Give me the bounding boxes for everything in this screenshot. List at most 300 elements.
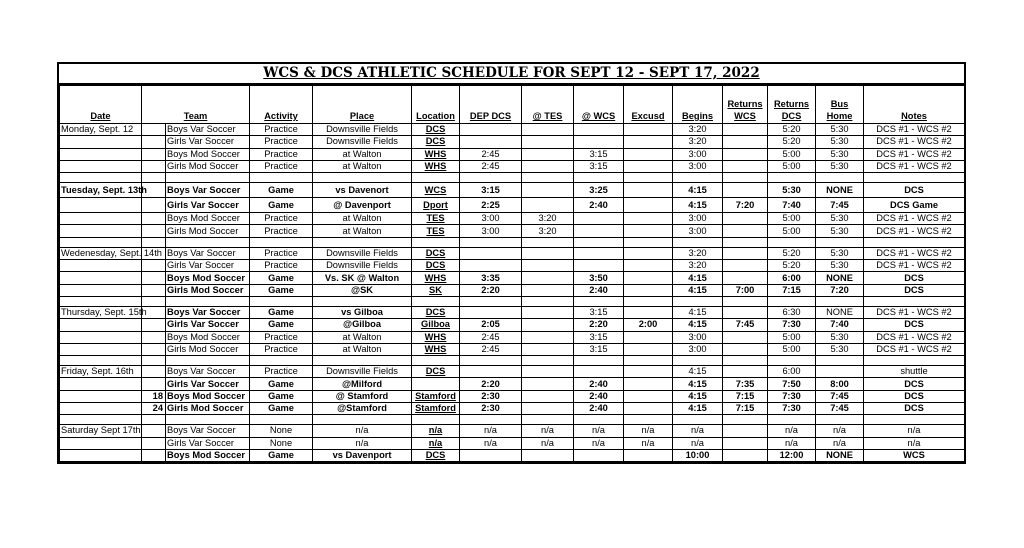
returns-dcs-cell: 5:30 bbox=[768, 183, 816, 198]
location-cell bbox=[412, 296, 460, 306]
dep-dcs-cell bbox=[460, 356, 522, 366]
at-wcs-cell bbox=[574, 415, 624, 425]
location-cell: DCS bbox=[412, 136, 460, 148]
returns-wcs-cell bbox=[723, 124, 768, 136]
schedule-row bbox=[60, 225, 965, 237]
header-returns-wcs: Returns WCS bbox=[723, 86, 768, 124]
date-cell bbox=[60, 403, 142, 415]
activity-cell bbox=[250, 415, 313, 425]
place-cell: at Walton bbox=[313, 148, 412, 160]
notes-cell: DCS bbox=[864, 403, 965, 415]
place-cell: @Gilboa bbox=[313, 319, 412, 331]
number-cell bbox=[142, 319, 166, 331]
notes-cell: DCS #1 - WCS #2 bbox=[864, 225, 965, 237]
returns-wcs-cell bbox=[723, 331, 768, 343]
team-cell: Girls Var Soccer bbox=[166, 378, 250, 390]
at-wcs-cell: 2:20 bbox=[574, 319, 624, 331]
location-cell: DCS bbox=[412, 260, 460, 272]
activity-cell bbox=[250, 173, 313, 183]
at-wcs-cell: 3:15 bbox=[574, 148, 624, 160]
notes-cell: DCS #1 - WCS #2 bbox=[864, 136, 965, 148]
activity-cell: Game bbox=[250, 198, 313, 213]
returns-dcs-cell: 7:30 bbox=[768, 319, 816, 331]
returns-dcs-cell: 7:50 bbox=[768, 378, 816, 390]
date-cell bbox=[60, 415, 142, 425]
returns-dcs-cell: n/a bbox=[768, 425, 816, 437]
team-cell: Boys Mod Soccer bbox=[166, 449, 250, 461]
begins-cell: 3:00 bbox=[673, 331, 723, 343]
notes-cell bbox=[864, 237, 965, 247]
bus-home-cell: NONE bbox=[816, 449, 864, 461]
activity-cell: Practice bbox=[250, 160, 313, 172]
activity-cell: Practice bbox=[250, 331, 313, 343]
number-cell bbox=[142, 366, 166, 378]
date-cell: Monday, Sept. 12 bbox=[60, 124, 142, 136]
at-tes-cell bbox=[522, 390, 574, 402]
excusd-cell bbox=[624, 403, 673, 415]
date-cell bbox=[60, 148, 142, 160]
at-wcs-cell: 2:40 bbox=[574, 378, 624, 390]
date-cell bbox=[60, 160, 142, 172]
place-cell: Downsville Fields bbox=[313, 124, 412, 136]
excusd-cell bbox=[624, 247, 673, 259]
activity-cell bbox=[250, 356, 313, 366]
schedule-row bbox=[60, 124, 965, 136]
bus-home-cell: 5:30 bbox=[816, 343, 864, 355]
at-wcs-cell bbox=[574, 449, 624, 461]
bus-home-cell bbox=[816, 356, 864, 366]
begins-cell: 3:20 bbox=[673, 247, 723, 259]
returns-dcs-cell: 5:20 bbox=[768, 260, 816, 272]
date-cell bbox=[60, 296, 142, 306]
schedule-row bbox=[60, 284, 965, 296]
returns-dcs-cell: 5:00 bbox=[768, 331, 816, 343]
begins-cell: 4:15 bbox=[673, 366, 723, 378]
team-cell: Boys Mod Soccer bbox=[166, 213, 250, 225]
number-cell bbox=[142, 173, 166, 183]
schedule-row bbox=[60, 136, 965, 148]
header-location: Location bbox=[412, 86, 460, 124]
place-cell: @Stamford bbox=[313, 403, 412, 415]
begins-cell: 3:20 bbox=[673, 260, 723, 272]
number-cell bbox=[142, 225, 166, 237]
team-cell: Boys Var Soccer bbox=[166, 306, 250, 318]
notes-cell: DCS #1 - WCS #2 bbox=[864, 124, 965, 136]
bus-home-cell: n/a bbox=[816, 437, 864, 449]
schedule-sheet bbox=[57, 62, 966, 464]
place-cell: Downsville Fields bbox=[313, 247, 412, 259]
date-cell bbox=[60, 225, 142, 237]
bus-home-cell bbox=[816, 296, 864, 306]
header-begins: Begins bbox=[673, 86, 723, 124]
returns-dcs-cell bbox=[768, 237, 816, 247]
date-cell bbox=[60, 390, 142, 402]
excusd-cell: 2:00 bbox=[624, 319, 673, 331]
notes-cell: DCS #1 - WCS #2 bbox=[864, 213, 965, 225]
notes-cell: DCS #1 - WCS #2 bbox=[864, 306, 965, 318]
schedule-row bbox=[60, 160, 965, 172]
location-cell bbox=[412, 378, 460, 390]
date-cell bbox=[60, 343, 142, 355]
returns-wcs-cell: 7:15 bbox=[723, 403, 768, 415]
schedule-row bbox=[60, 198, 965, 213]
location-cell: TES bbox=[412, 225, 460, 237]
returns-dcs-cell: 5:20 bbox=[768, 136, 816, 148]
place-cell: @SK bbox=[313, 284, 412, 296]
at-wcs-cell bbox=[574, 124, 624, 136]
at-tes-cell bbox=[522, 124, 574, 136]
dep-dcs-cell bbox=[460, 296, 522, 306]
team-cell: Boys Var Soccer bbox=[166, 124, 250, 136]
team-cell: Girls Mod Soccer bbox=[166, 284, 250, 296]
schedule-row bbox=[60, 437, 965, 449]
schedule-row bbox=[60, 403, 965, 415]
bus-home-cell: n/a bbox=[816, 425, 864, 437]
team-cell: Boys Var Soccer bbox=[166, 366, 250, 378]
date-cell bbox=[60, 449, 142, 461]
bus-home-cell bbox=[816, 173, 864, 183]
number-cell bbox=[142, 296, 166, 306]
bus-home-cell: 5:30 bbox=[816, 136, 864, 148]
returns-dcs-cell: n/a bbox=[768, 437, 816, 449]
spacer-row bbox=[60, 296, 965, 306]
place-cell: at Walton bbox=[313, 213, 412, 225]
at-wcs-cell: n/a bbox=[574, 437, 624, 449]
dep-dcs-cell: 2:30 bbox=[460, 403, 522, 415]
activity-cell: Game bbox=[250, 306, 313, 318]
at-wcs-cell: 2:40 bbox=[574, 284, 624, 296]
dep-dcs-cell: 3:00 bbox=[460, 225, 522, 237]
location-cell: n/a bbox=[412, 437, 460, 449]
place-cell: at Walton bbox=[313, 331, 412, 343]
bus-home-cell bbox=[816, 366, 864, 378]
notes-cell: n/a bbox=[864, 425, 965, 437]
place-cell: n/a bbox=[313, 437, 412, 449]
excusd-cell bbox=[624, 160, 673, 172]
returns-dcs-cell: 7:40 bbox=[768, 198, 816, 213]
begins-cell: 10:00 bbox=[673, 449, 723, 461]
schedule-row bbox=[60, 148, 965, 160]
at-wcs-cell bbox=[574, 247, 624, 259]
location-cell: DCS bbox=[412, 124, 460, 136]
bus-home-cell: 5:30 bbox=[816, 225, 864, 237]
bus-home-cell: 5:30 bbox=[816, 124, 864, 136]
bus-home-cell: 7:45 bbox=[816, 390, 864, 402]
at-wcs-cell: 2:40 bbox=[574, 390, 624, 402]
bus-home-cell: 7:40 bbox=[816, 319, 864, 331]
dep-dcs-cell bbox=[460, 136, 522, 148]
dep-dcs-cell: 2:45 bbox=[460, 331, 522, 343]
excusd-cell bbox=[624, 449, 673, 461]
begins-cell: 4:15 bbox=[673, 378, 723, 390]
dep-dcs-cell: 2:05 bbox=[460, 319, 522, 331]
at-wcs-cell bbox=[574, 225, 624, 237]
at-wcs-cell bbox=[574, 213, 624, 225]
number-cell bbox=[142, 331, 166, 343]
excusd-cell bbox=[624, 225, 673, 237]
excusd-cell bbox=[624, 378, 673, 390]
activity-cell: Practice bbox=[250, 260, 313, 272]
notes-cell: DCS bbox=[864, 183, 965, 198]
excusd-cell bbox=[624, 183, 673, 198]
number-cell bbox=[142, 449, 166, 461]
activity-cell: Game bbox=[250, 390, 313, 402]
returns-wcs-cell bbox=[723, 225, 768, 237]
schedule-row bbox=[60, 343, 965, 355]
dep-dcs-cell bbox=[460, 260, 522, 272]
dep-dcs-cell bbox=[460, 247, 522, 259]
location-cell: WHS bbox=[412, 148, 460, 160]
returns-dcs-cell: 7:30 bbox=[768, 390, 816, 402]
number-cell bbox=[142, 124, 166, 136]
activity-cell: Game bbox=[250, 183, 313, 198]
begins-cell bbox=[673, 296, 723, 306]
notes-cell: WCS bbox=[864, 449, 965, 461]
location-cell bbox=[412, 173, 460, 183]
place-cell: at Walton bbox=[313, 225, 412, 237]
place-cell: Downsville Fields bbox=[313, 260, 412, 272]
number-cell bbox=[142, 198, 166, 213]
header-bus-home: Bus Home bbox=[816, 86, 864, 124]
bus-home-cell: 5:30 bbox=[816, 160, 864, 172]
dep-dcs-cell bbox=[460, 237, 522, 247]
team-cell: Boys Mod Soccer bbox=[166, 148, 250, 160]
dep-dcs-cell: 3:15 bbox=[460, 183, 522, 198]
notes-cell: DCS bbox=[864, 378, 965, 390]
place-cell: @ Davenport bbox=[313, 198, 412, 213]
place-cell bbox=[313, 356, 412, 366]
schedule-table bbox=[59, 85, 965, 462]
schedule-row bbox=[60, 390, 965, 402]
bus-home-cell: 5:30 bbox=[816, 213, 864, 225]
activity-cell: Game bbox=[250, 319, 313, 331]
at-tes-cell bbox=[522, 403, 574, 415]
notes-cell bbox=[864, 356, 965, 366]
returns-dcs-cell: 5:00 bbox=[768, 148, 816, 160]
begins-cell: 3:00 bbox=[673, 343, 723, 355]
location-cell: TES bbox=[412, 213, 460, 225]
at-tes-cell: 3:20 bbox=[522, 213, 574, 225]
at-tes-cell: n/a bbox=[522, 437, 574, 449]
activity-cell: Game bbox=[250, 449, 313, 461]
bus-home-cell: 7:45 bbox=[816, 198, 864, 213]
location-cell: WCS bbox=[412, 183, 460, 198]
number-cell bbox=[142, 356, 166, 366]
place-cell: vs Gilboa bbox=[313, 306, 412, 318]
team-cell: Girls Mod Soccer bbox=[166, 160, 250, 172]
at-tes-cell bbox=[522, 306, 574, 318]
activity-cell bbox=[250, 237, 313, 247]
returns-wcs-cell bbox=[723, 272, 768, 284]
date-cell bbox=[60, 136, 142, 148]
notes-cell bbox=[864, 415, 965, 425]
spacer-row bbox=[60, 237, 965, 247]
location-cell: Stamford bbox=[412, 390, 460, 402]
at-tes-cell bbox=[522, 237, 574, 247]
excusd-cell bbox=[624, 356, 673, 366]
excusd-cell bbox=[624, 284, 673, 296]
spacer-row bbox=[60, 415, 965, 425]
at-tes-cell bbox=[522, 198, 574, 213]
notes-cell: DCS #1 - WCS #2 bbox=[864, 331, 965, 343]
date-cell: Saturday Sept 17th bbox=[61, 425, 141, 436]
team-cell: Boys Var Soccer bbox=[166, 425, 250, 437]
schedule-row bbox=[60, 247, 965, 259]
begins-cell: n/a bbox=[673, 425, 723, 437]
place-cell bbox=[313, 173, 412, 183]
dep-dcs-cell bbox=[460, 449, 522, 461]
number-cell bbox=[142, 284, 166, 296]
returns-dcs-cell bbox=[768, 296, 816, 306]
location-cell: Stamford bbox=[412, 403, 460, 415]
date-cell bbox=[60, 198, 142, 213]
team-cell: Girls Mod Soccer bbox=[166, 343, 250, 355]
at-wcs-cell bbox=[574, 173, 624, 183]
notes-cell: DCS #1 - WCS #2 bbox=[864, 247, 965, 259]
at-wcs-cell: 3:25 bbox=[574, 183, 624, 198]
begins-cell: 3:00 bbox=[673, 213, 723, 225]
at-tes-cell bbox=[522, 148, 574, 160]
bus-home-cell: 5:30 bbox=[816, 260, 864, 272]
place-cell: Downsville Fields bbox=[313, 136, 412, 148]
bus-home-cell: 5:30 bbox=[816, 247, 864, 259]
place-cell bbox=[313, 296, 412, 306]
begins-cell: 4:15 bbox=[673, 390, 723, 402]
returns-dcs-cell: 5:00 bbox=[768, 225, 816, 237]
number-cell bbox=[142, 437, 166, 449]
notes-cell: DCS bbox=[864, 390, 965, 402]
schedule-row bbox=[60, 378, 965, 390]
date-cell bbox=[60, 378, 142, 390]
at-wcs-cell: 3:50 bbox=[574, 272, 624, 284]
at-tes-cell bbox=[522, 160, 574, 172]
returns-wcs-cell: 7:00 bbox=[723, 284, 768, 296]
schedule-row bbox=[60, 425, 965, 437]
location-cell bbox=[412, 415, 460, 425]
dep-dcs-cell: 2:30 bbox=[460, 390, 522, 402]
bus-home-cell: 5:30 bbox=[816, 331, 864, 343]
team-cell bbox=[166, 173, 250, 183]
schedule-row bbox=[60, 260, 965, 272]
returns-dcs-cell bbox=[768, 173, 816, 183]
team-cell: Girls Mod Soccer bbox=[166, 225, 250, 237]
notes-cell: DCS #1 - WCS #2 bbox=[864, 260, 965, 272]
activity-cell: Practice bbox=[250, 148, 313, 160]
begins-cell: 4:15 bbox=[673, 198, 723, 213]
at-tes-cell bbox=[522, 136, 574, 148]
returns-wcs-cell bbox=[723, 449, 768, 461]
excusd-cell bbox=[624, 343, 673, 355]
activity-cell: Game bbox=[250, 378, 313, 390]
returns-wcs-cell bbox=[723, 356, 768, 366]
team-cell: Boys Mod Soccer bbox=[166, 390, 250, 402]
at-tes-cell bbox=[522, 183, 574, 198]
number-cell bbox=[142, 148, 166, 160]
number-cell bbox=[142, 136, 166, 148]
location-cell: DCS bbox=[412, 306, 460, 318]
returns-dcs-cell: 12:00 bbox=[768, 449, 816, 461]
location-cell: WHS bbox=[412, 331, 460, 343]
activity-cell: Game bbox=[250, 403, 313, 415]
returns-dcs-cell: 5:20 bbox=[768, 247, 816, 259]
team-cell bbox=[166, 415, 250, 425]
returns-dcs-cell: 7:15 bbox=[768, 284, 816, 296]
notes-cell: DCS #1 - WCS #2 bbox=[864, 160, 965, 172]
returns-wcs-cell: 7:20 bbox=[723, 198, 768, 213]
place-cell: vs Davenort bbox=[313, 183, 412, 198]
at-wcs-cell: n/a bbox=[574, 425, 624, 437]
number-cell: 24 bbox=[142, 403, 166, 415]
excusd-cell bbox=[624, 237, 673, 247]
header-activity: Activity bbox=[250, 86, 313, 124]
returns-wcs-cell bbox=[723, 183, 768, 198]
excusd-cell bbox=[624, 296, 673, 306]
date-cell bbox=[60, 213, 142, 225]
date-cell bbox=[60, 237, 142, 247]
returns-wcs-cell bbox=[723, 437, 768, 449]
excusd-cell bbox=[624, 272, 673, 284]
returns-wcs-cell: 7:35 bbox=[723, 378, 768, 390]
place-cell: @ Stamford bbox=[313, 390, 412, 402]
returns-wcs-cell bbox=[723, 173, 768, 183]
returns-dcs-cell: 5:00 bbox=[768, 160, 816, 172]
excusd-cell bbox=[624, 415, 673, 425]
excusd-cell bbox=[624, 124, 673, 136]
at-tes-cell bbox=[522, 378, 574, 390]
date-cell: Friday, Sept. 16th bbox=[60, 366, 142, 378]
returns-wcs-cell: 7:45 bbox=[723, 319, 768, 331]
date-cell bbox=[60, 356, 142, 366]
dep-dcs-cell bbox=[460, 124, 522, 136]
excusd-cell bbox=[624, 136, 673, 148]
notes-cell: shuttle bbox=[864, 366, 965, 378]
dep-dcs-cell: 2:45 bbox=[460, 148, 522, 160]
excusd-cell: n/a bbox=[624, 437, 673, 449]
location-cell: n/a bbox=[412, 425, 460, 437]
begins-cell: 3:00 bbox=[673, 225, 723, 237]
dep-dcs-cell: 3:35 bbox=[460, 272, 522, 284]
schedule-row bbox=[60, 319, 965, 331]
dep-dcs-cell bbox=[460, 366, 522, 378]
place-cell: vs Davenport bbox=[313, 449, 412, 461]
returns-wcs-cell bbox=[723, 366, 768, 378]
place-cell: at Walton bbox=[313, 343, 412, 355]
excusd-cell: n/a bbox=[624, 425, 673, 437]
notes-cell: DCS bbox=[864, 284, 965, 296]
team-cell: Girls Var Soccer bbox=[166, 319, 250, 331]
excusd-cell bbox=[624, 213, 673, 225]
date-cell bbox=[60, 260, 142, 272]
header-at-wcs: @ WCS bbox=[574, 86, 624, 124]
activity-cell: Practice bbox=[250, 247, 313, 259]
team-cell bbox=[166, 237, 250, 247]
begins-cell: 3:00 bbox=[673, 160, 723, 172]
dep-dcs-cell: 2:20 bbox=[460, 284, 522, 296]
at-tes-cell bbox=[522, 284, 574, 296]
header-notes: Notes bbox=[864, 86, 965, 124]
place-cell: @Milford bbox=[313, 378, 412, 390]
date-cell bbox=[60, 272, 142, 284]
begins-cell: 4:15 bbox=[673, 183, 723, 198]
returns-dcs-cell: 6:00 bbox=[768, 272, 816, 284]
at-tes-cell bbox=[522, 366, 574, 378]
dep-dcs-cell bbox=[460, 173, 522, 183]
returns-wcs-cell bbox=[723, 213, 768, 225]
begins-cell: 3:00 bbox=[673, 148, 723, 160]
at-tes-cell bbox=[522, 247, 574, 259]
excusd-cell bbox=[624, 198, 673, 213]
spacer-row bbox=[60, 173, 965, 183]
